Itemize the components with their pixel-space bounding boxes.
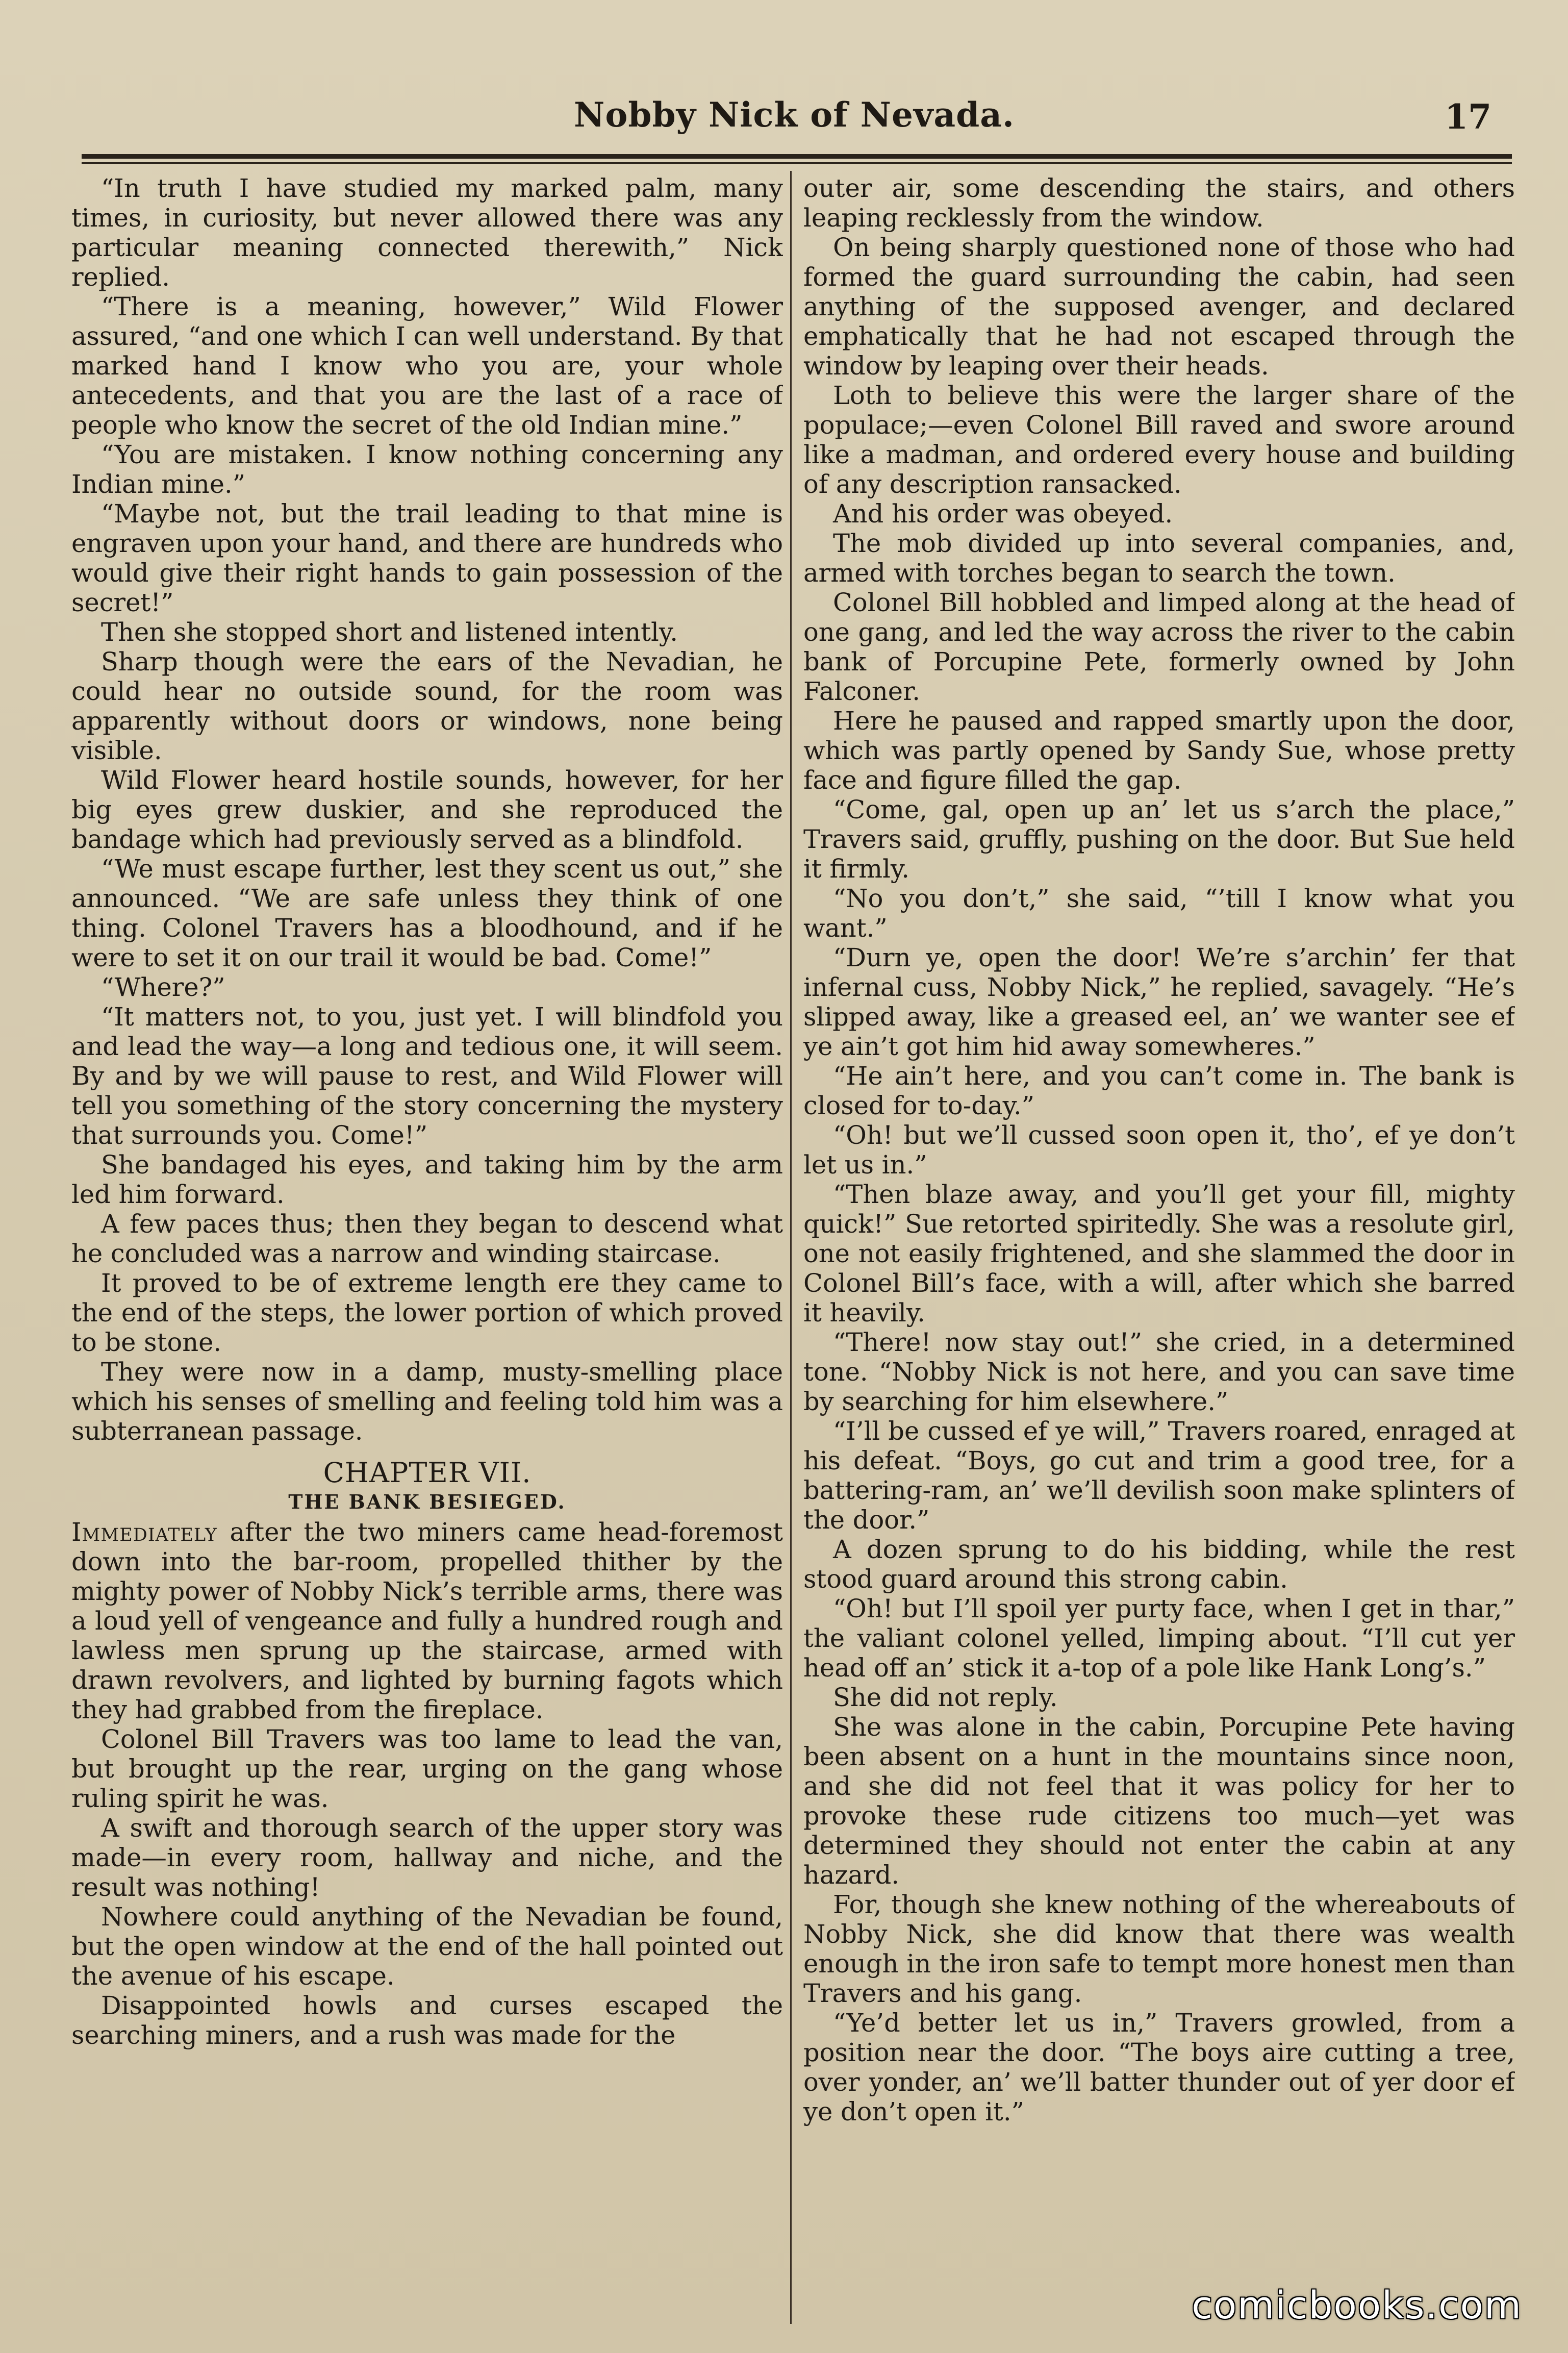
- paragraph: “I’ll be cussed ef ye will,” Travers roared, enraged at his defeat. “Boys, go cut and trim a good tree, for a battering-ram, an’ we’ll devilish soon make splinters of the door.”: [803, 1416, 1515, 1535]
- paragraph: “There is a meaning, however,” Wild Flower assured, “and one which I can well understand. By that marked hand I know who you are, your whole antecedents, and that you are the last of a race of people who know the secret of the old Indian mine.”: [71, 292, 783, 440]
- header-rule-thin: [82, 162, 1512, 164]
- paragraph: She was alone in the cabin, Porcupine Pete having been absent on a hunt in the mountains since noon, and she did not feel that it was policy for her to provoke these rude citizens too much—yet was determined they should not enter the cabin at any hazard.: [803, 1712, 1515, 1890]
- paragraph: The mob divided up into several companies, and, armed with torches began to search the town.: [803, 529, 1515, 588]
- paragraph: Nowhere could anything of the Nevadian be found, but the open window at the end of the hall pointed out the avenue of his escape.: [71, 1902, 783, 1991]
- paragraph: For, though she knew nothing of the whereabouts of Nobby Nick, she did know that there was wealth enough in the iron safe to tempt more honest men than Travers and his gang.: [803, 1890, 1515, 2008]
- paragraph: “Durn ye, open the door! We’re s’archin’ fer that infernal cuss, Nobby Nick,” he replied, savagely. “He’s slipped away, like a greased eel, an’ we wanter see ef ye ain’t got him hid away somewheres.”: [803, 943, 1515, 1061]
- paragraph: “Oh! but we’ll cussed soon open it, tho’, ef ye don’t let us in.”: [803, 1120, 1515, 1180]
- paragraph: Sharp though were the ears of the Nevadian, he could hear no outside sound, for the room was apparently without doors or windows, none being visible.: [71, 647, 783, 765]
- paragraph: Then she stopped short and listened intently.: [101, 617, 678, 647]
- paragraph: She did not reply.: [833, 1683, 1058, 1712]
- lead-word: Immediately: [71, 1517, 218, 1547]
- paragraph: She bandaged his eyes, and taking him by the arm led him forward.: [71, 1150, 783, 1209]
- paragraph: “You are mistaken. I know nothing concerning any Indian mine.”: [71, 440, 783, 499]
- paragraph: And his order was obeyed.: [833, 499, 1173, 529]
- paragraph: “It matters not, to you, just yet. I will blindfold you and lead the way—a long and tedious one, it will seem. By and by we will pause to rest, and Wild Flower will tell you something of the story concerning the mystery that surrounds you. Come!”: [71, 1002, 783, 1150]
- paragraph: A few paces thus; then they began to descend what he concluded was a narrow and winding staircase.: [71, 1209, 783, 1268]
- paragraph: “Maybe not, but the trail leading to that mine is engraven upon your hand, and there are hundreds who would give their right hands to gain possession of the secret!”: [71, 499, 783, 617]
- paragraph: Loth to believe this were the larger share of the populace;—even Colonel Bill raved and swore around like a madman, and ordered every house and building of any description ransacked.: [803, 381, 1515, 499]
- paragraph: “Where?”: [101, 972, 225, 1002]
- continued-paragraph: outer air, some descending the stairs, and others leaping recklessly from the window.: [803, 173, 1515, 233]
- chapter-subtitle: THE BANK BESIEGED.: [288, 1490, 566, 1513]
- paragraph: “Come, gal, open up an’ let us s’arch the place,” Travers said, gruffly, pushing on the door. But Sue held it firmly.: [803, 795, 1515, 884]
- paragraph: Wild Flower heard hostile sounds, however, for her big eyes grew duskier, and she reproduced the bandage which had previously served as a blindfold.: [71, 765, 783, 854]
- paragraph: “In truth I have studied my marked palm, many times, in curiosity, but never allowed there was any particular meaning connected therewith,” Nick replied.: [71, 173, 783, 292]
- chapter-heading: CHAPTER VII.: [323, 1457, 532, 1489]
- paragraph: Disappointed howls and curses escaped the searching miners, and a rush was made for the: [71, 1991, 783, 2050]
- header-rule: [82, 154, 1512, 159]
- paragraph: A dozen sprung to do his bidding, while the rest stood guard around this strong cabin.: [803, 1535, 1515, 1594]
- left-column: [71, 173, 783, 2306]
- paragraph: On being sharply questioned none of those who had formed the guard surrounding the cabin, had seen anything of the supposed avenger, and declared emphatically that he had not escaped through the window by leaping over their heads.: [803, 233, 1515, 381]
- paragraph: “We must escape further, lest they scent us out,” she announced. “We are safe unless they think of one thing. Colonel Travers has a bloodhound, and if he were to set it on our trail it would be bad. Come!”: [71, 854, 783, 972]
- lead-rest: after the two miners came head-foremost down into the bar-room, propelled thither by the mighty power of Nobby Nick’s terrible arms, there was a loud yell of vengeance and fully a hundred rough and lawless men sprung up the staircase, armed with drawn revolvers, and lighted by burning fagots which they had grabbed from the fireplace.: [71, 1517, 783, 1724]
- paragraph: “No you don’t,” she said, “’till I know what you want.”: [803, 884, 1515, 943]
- running-title: Nobby Nick of Nevada.: [574, 95, 1015, 135]
- page-number: 17: [1445, 97, 1491, 137]
- page-header: [77, 77, 1512, 153]
- paragraph: Here he paused and rapped smartly upon the door, which was partly opened by Sandy Sue, whose pretty face and figure filled the gap.: [803, 706, 1515, 795]
- paragraph: They were now in a damp, musty-smelling place which his senses of smelling and feeling told him was a subterranean passage.: [71, 1357, 783, 1446]
- site-watermark: comicbooks.com: [1192, 2284, 1522, 2327]
- paragraph: “Then blaze away, and you’ll get your fill, mighty quick!” Sue retorted spiritedly. She was a resolute girl, one not easily frightened, and she slammed the door in Colonel Bill’s face, with a will, after which she barred it heavily.: [803, 1180, 1515, 1328]
- right-column: [803, 173, 1515, 2306]
- column-divider: [790, 171, 792, 2324]
- paragraph: It proved to be of extreme length ere they came to the end of the steps, the lower portion of which proved to be stone.: [71, 1268, 783, 1357]
- paragraph: Colonel Bill Travers was too lame to lead the van, but brought up the rear, urging on the gang whose ruling spirit he was.: [71, 1724, 783, 1813]
- paragraph: “Oh! but I’ll spoil yer purty face, when I get in thar,” the valiant colonel yelled, limping about. “I’ll cut yer head off an’ stick it a-top of a pole like Hank Long’s.”: [803, 1594, 1515, 1683]
- chapter-opening-paragraph: [71, 1517, 783, 1724]
- paragraph: “He ain’t here, and you can’t come in. The bank is closed for to-day.”: [803, 1061, 1515, 1120]
- paragraph: A swift and thorough search of the upper story was made—in every room, hallway and niche, and the result was nothing!: [71, 1813, 783, 1902]
- paragraph: “Ye’d better let us in,” Travers growled, from a position near the door. “The boys aire cutting a tree, over yonder, an’ we’ll batter thunder out of yer door ef ye don’t open it.”: [803, 2008, 1515, 2126]
- paragraph: “There! now stay out!” she cried, in a determined tone. “Nobby Nick is not here, and you can save time by searching for him elsewhere.”: [803, 1328, 1515, 1416]
- paragraph: Colonel Bill hobbled and limped along at the head of one gang, and led the way across the river to the cabin bank of Porcupine Pete, formerly owned by John Falconer.: [803, 588, 1515, 706]
